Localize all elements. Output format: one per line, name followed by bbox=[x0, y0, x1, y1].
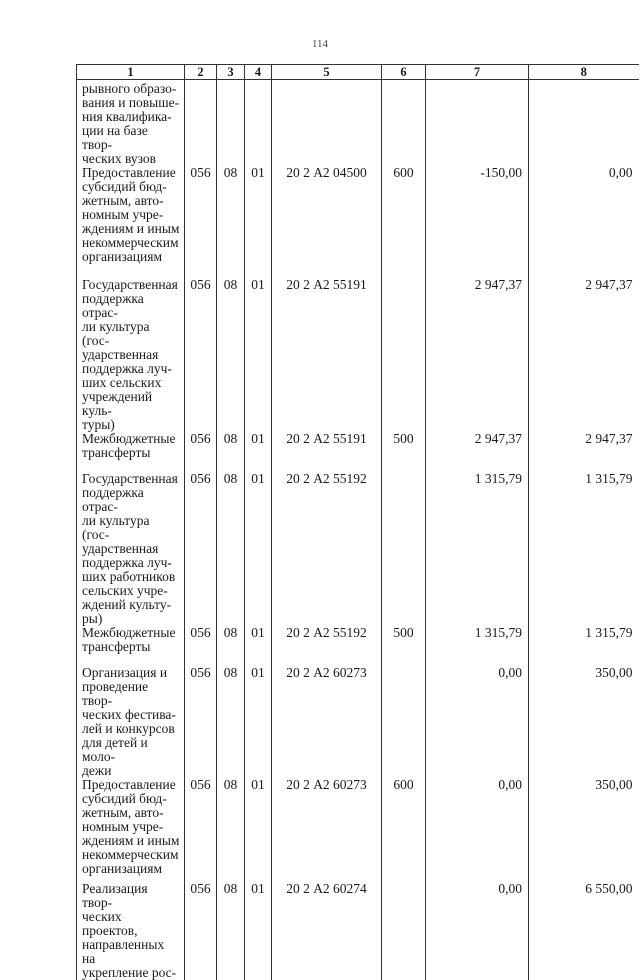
cell-expense-type: 500 bbox=[382, 626, 426, 666]
cell-ministry: 056 bbox=[185, 278, 217, 432]
table-row bbox=[77, 432, 639, 472]
cell-section: 08 bbox=[217, 472, 245, 626]
cell-amount-1: 0,00 bbox=[426, 778, 529, 882]
table-row bbox=[77, 778, 639, 882]
cell-ministry bbox=[185, 80, 217, 167]
cell-expense-type bbox=[382, 666, 426, 778]
cell-expense-type: 600 bbox=[382, 778, 426, 882]
header-col-6: 6 bbox=[382, 65, 426, 80]
cell-subsection: 01 bbox=[245, 472, 272, 626]
header-col-3: 3 bbox=[217, 65, 245, 80]
cell-amount-2: 6 550,00 bbox=[529, 882, 639, 980]
table-row bbox=[77, 882, 639, 980]
row-name: Межбюджетные трансферты bbox=[82, 625, 176, 654]
cell-section: 08 bbox=[217, 432, 245, 472]
cell-expense-type bbox=[382, 882, 426, 980]
cell-subsection bbox=[245, 80, 272, 167]
table-row bbox=[77, 666, 639, 778]
cell-amount-1: 2 947,37 bbox=[426, 432, 529, 472]
cell-target-article: 20 2 А2 04500 bbox=[272, 166, 382, 278]
cell-subsection: 01 bbox=[245, 778, 272, 882]
cell-subsection: 01 bbox=[245, 626, 272, 666]
cell-amount-1: 0,00 bbox=[426, 882, 529, 980]
header-col-4: 4 bbox=[245, 65, 272, 80]
cell-amount-2: 0,00 bbox=[529, 166, 639, 278]
table-row bbox=[77, 278, 639, 432]
row-name: Предоставление субсидий бюд- жетным, авто- номным учре- ждениям и иным некоммерческим организациям bbox=[82, 165, 180, 264]
cell-target-article: 20 2 А2 55192 bbox=[272, 472, 382, 626]
row-name: Межбюджетные трансферты bbox=[82, 431, 176, 460]
cell-amount-1: 2 947,37 bbox=[426, 278, 529, 432]
cell-amount-2: 2 947,37 bbox=[529, 432, 639, 472]
cell-section: 08 bbox=[217, 166, 245, 278]
cell-ministry: 056 bbox=[185, 626, 217, 666]
cell-ministry: 056 bbox=[185, 882, 217, 980]
row-name: Государственная поддержка отрас- ли культура (гос- ударственная поддержка луч- ших работников сельских учре- ждений культу- ры) bbox=[82, 471, 178, 626]
cell-subsection: 01 bbox=[245, 166, 272, 278]
cell-ministry: 056 bbox=[185, 666, 217, 778]
cell-subsection: 01 bbox=[245, 278, 272, 432]
table-header bbox=[77, 65, 639, 80]
cell-amount-1 bbox=[426, 80, 529, 167]
cell-expense-type: 600 bbox=[382, 166, 426, 278]
cell-section: 08 bbox=[217, 626, 245, 666]
cell-amount-1: 1 315,79 bbox=[426, 472, 529, 626]
cell-ministry: 056 bbox=[185, 166, 217, 278]
row-name: рывного образо- вания и повыше- ния квалифика- ции на базе твор- ческих вузов bbox=[82, 81, 180, 166]
cell-amount-1: -150,00 bbox=[426, 166, 529, 278]
cell-amount-2: 350,00 bbox=[529, 778, 639, 882]
cell-amount-2: 2 947,37 bbox=[529, 278, 639, 432]
header-col-1: 1 bbox=[77, 65, 185, 80]
header-col-2: 2 bbox=[185, 65, 217, 80]
cell-amount-2 bbox=[529, 80, 639, 167]
cell-expense-type bbox=[382, 80, 426, 167]
cell-section: 08 bbox=[217, 278, 245, 432]
cell-target-article: 20 2 А2 60274 bbox=[272, 882, 382, 980]
cell-section: 08 bbox=[217, 666, 245, 778]
cell-amount-1: 1 315,79 bbox=[426, 626, 529, 666]
page-number: 114 bbox=[311, 38, 329, 50]
cell-target-article: 20 2 А2 60273 bbox=[272, 778, 382, 882]
cell-expense-type bbox=[382, 278, 426, 432]
cell-section: 08 bbox=[217, 882, 245, 980]
table-row bbox=[77, 626, 639, 666]
header-col-5: 5 bbox=[272, 65, 382, 80]
cell-target-article: 20 2 А2 55192 bbox=[272, 626, 382, 666]
cell-ministry: 056 bbox=[185, 778, 217, 882]
cell-section: 08 bbox=[217, 778, 245, 882]
cell-target-article bbox=[272, 80, 382, 167]
table-row bbox=[77, 166, 639, 278]
cell-target-article: 20 2 А2 55191 bbox=[272, 278, 382, 432]
cell-ministry: 056 bbox=[185, 432, 217, 472]
cell-subsection: 01 bbox=[245, 666, 272, 778]
cell-ministry: 056 bbox=[185, 472, 217, 626]
row-name: Государственная поддержка отрас- ли культура (гос- ударственная поддержка луч- ших сельских учреждений куль- туры) bbox=[82, 277, 178, 432]
header-col-7: 7 bbox=[426, 65, 529, 80]
row-name: Предоставление субсидий бюд- жетным, авто- номным учре- ждениям и иным некоммерческим организациям bbox=[82, 777, 180, 876]
row-name: Организация и проведение твор- ческих фестива- лей и конкурсов для детей и моло- дежи bbox=[82, 665, 176, 778]
cell-target-article: 20 2 А2 60273 bbox=[272, 666, 382, 778]
cell-expense-type bbox=[382, 472, 426, 626]
header-col-8: 8 bbox=[529, 65, 639, 80]
row-name: Реализация твор- ческих проектов, направленных на укрепление рос- bbox=[82, 881, 177, 980]
table-row bbox=[77, 80, 639, 167]
cell-amount-2: 1 315,79 bbox=[529, 626, 639, 666]
cell-section bbox=[217, 80, 245, 167]
cell-amount-2: 1 315,79 bbox=[529, 472, 639, 626]
cell-subsection: 01 bbox=[245, 432, 272, 472]
cell-amount-2: 350,00 bbox=[529, 666, 639, 778]
cell-amount-1: 0,00 bbox=[426, 666, 529, 778]
cell-subsection: 01 bbox=[245, 882, 272, 980]
budget-table bbox=[76, 64, 639, 980]
table-row bbox=[77, 472, 639, 626]
cell-target-article: 20 2 А2 55191 bbox=[272, 432, 382, 472]
cell-expense-type: 500 bbox=[382, 432, 426, 472]
